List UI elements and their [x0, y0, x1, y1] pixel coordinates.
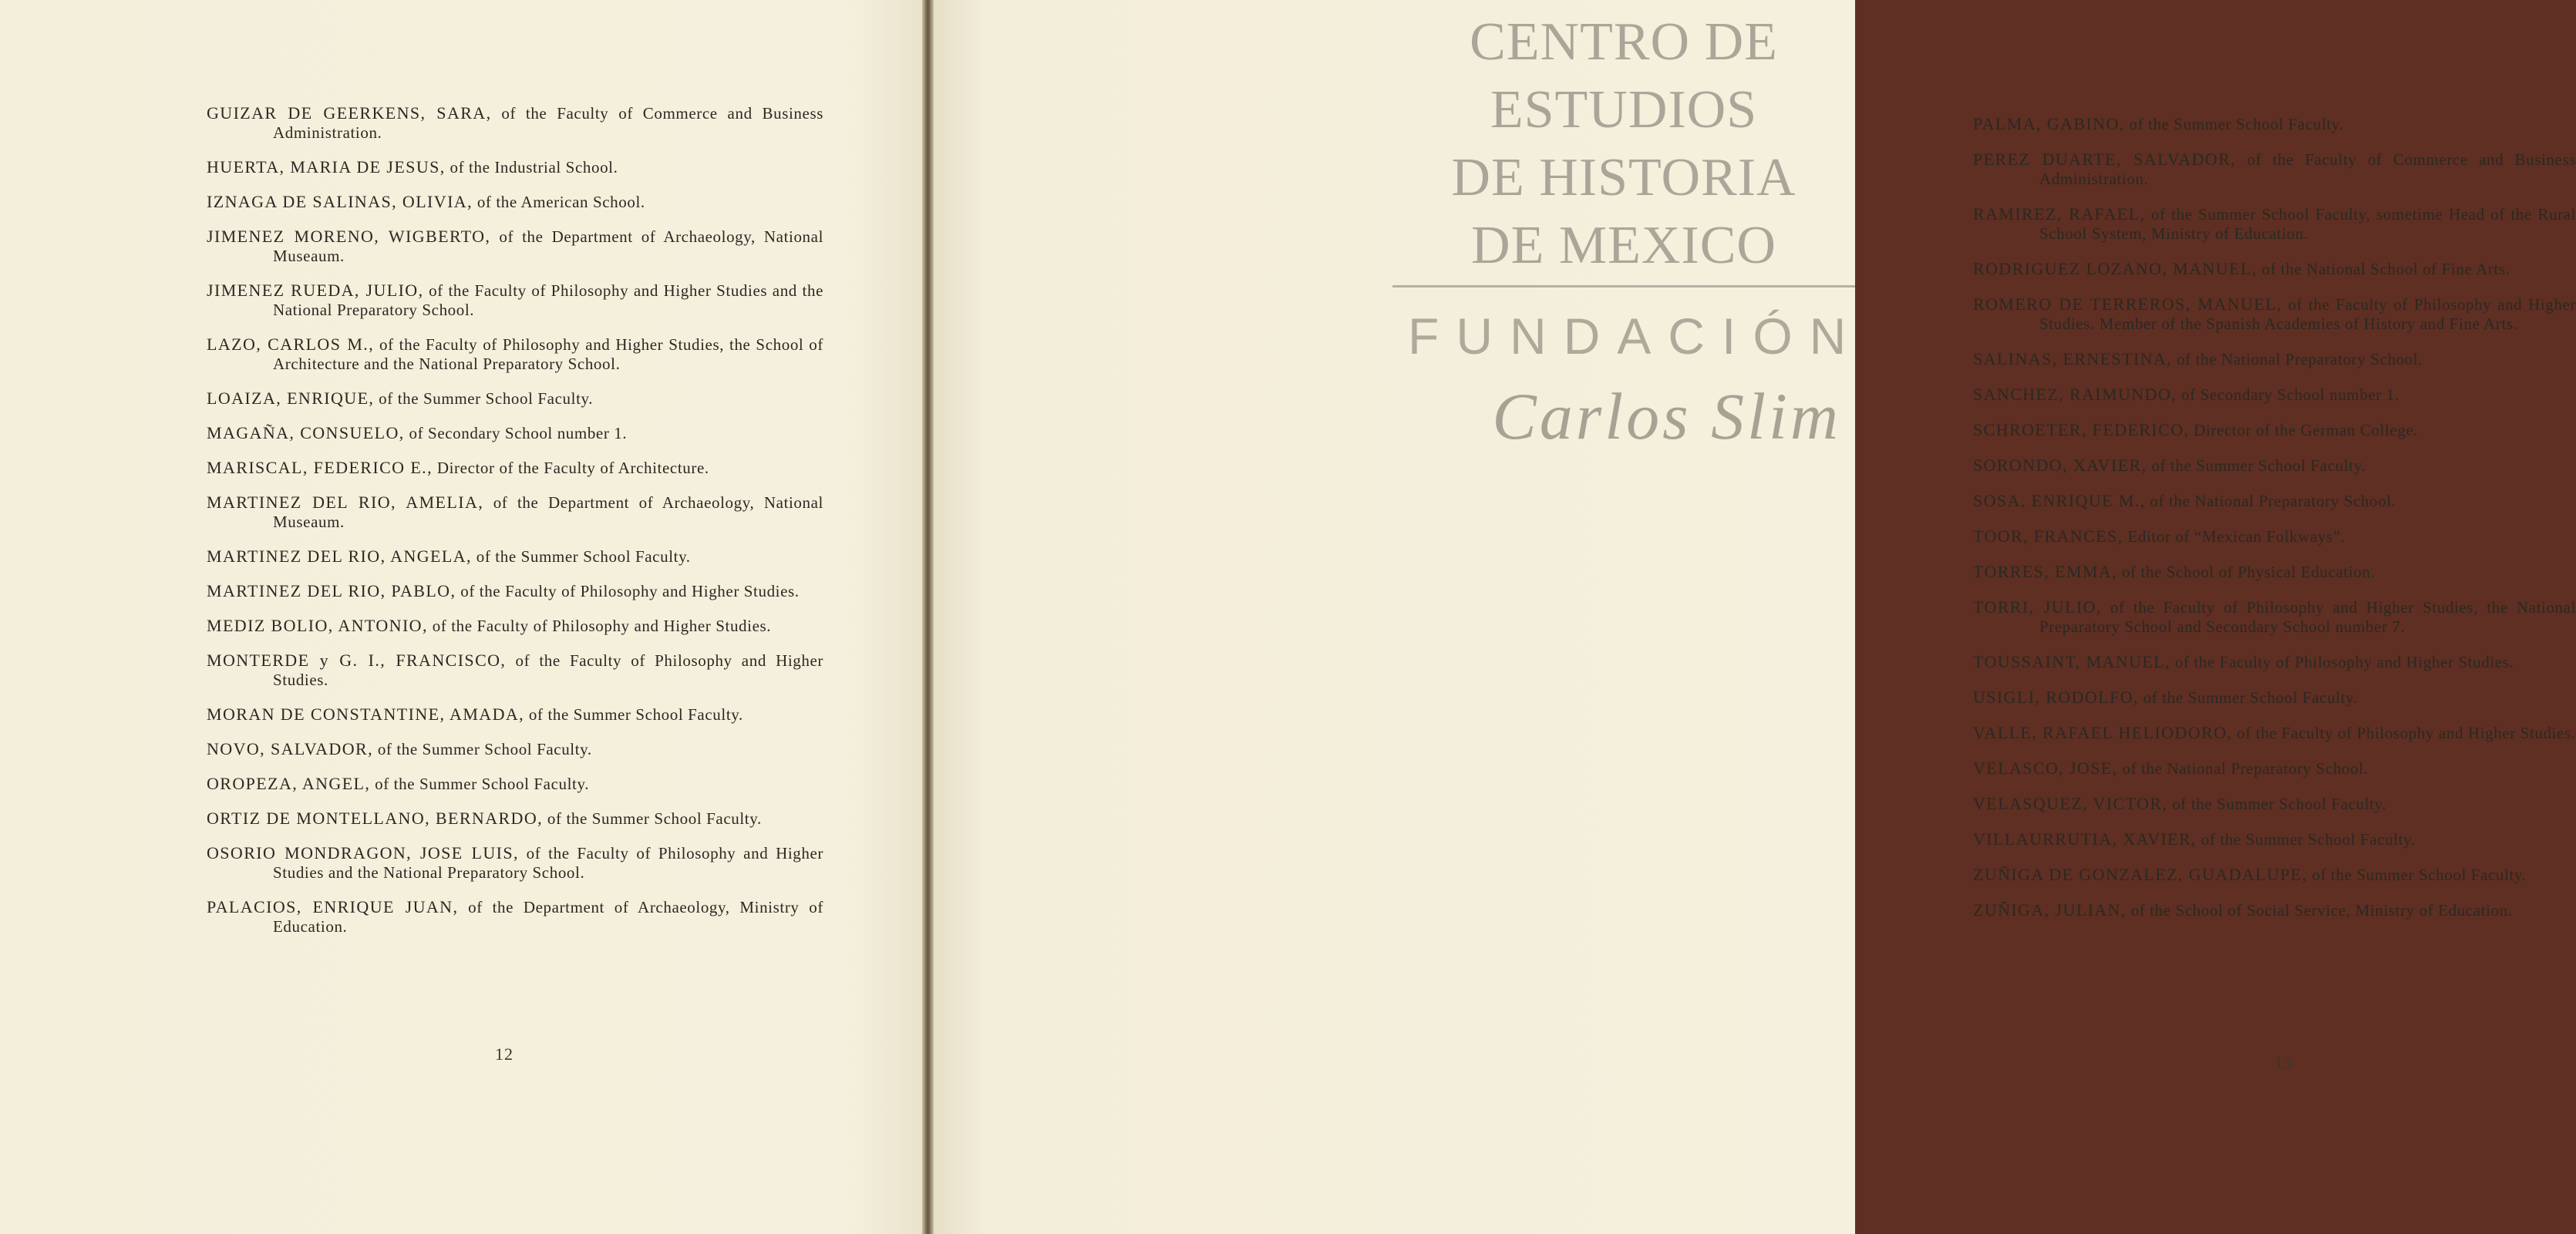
- faculty-name: MAGAÑA, CONSUELO,: [207, 423, 405, 442]
- faculty-name: TORRI, JULIO,: [1973, 597, 2102, 617]
- faculty-name: PALACIOS, ENRIQUE JUAN,: [207, 897, 459, 916]
- faculty-affiliation: of the Faculty of Philosophy and Higher Studies.: [2170, 653, 2514, 671]
- faculty-name: NOVO, SALVADOR,: [207, 739, 373, 758]
- faculty-entry: [207, 458, 823, 478]
- faculty-entry: [207, 739, 823, 759]
- faculty-name: SORONDO, XAVIER,: [1973, 456, 2147, 475]
- faculty-name: SOSA, ENRIQUE M.,: [1973, 491, 2146, 510]
- watermark-line: ESTUDIOS: [1490, 80, 1758, 140]
- faculty-affiliation: of the National School of Fine Arts.: [2257, 260, 2510, 278]
- page-number-right: 13: [2275, 1053, 2293, 1072]
- faculty-entry: [207, 192, 823, 212]
- faculty-entry: [207, 704, 823, 725]
- faculty-name: IZNAGA DE SALINAS, OLIVIA,: [207, 192, 473, 211]
- faculty-name: PALMA, GABINO,: [1973, 114, 2125, 133]
- faculty-entry: [1973, 652, 2576, 672]
- faculty-affiliation: of the Summer School Faculty.: [2138, 688, 2358, 707]
- faculty-affiliation: of the Summer School Faculty.: [370, 775, 590, 793]
- faculty-name: LAZO, CARLOS M.,: [207, 335, 375, 354]
- faculty-name: ZUÑIGA, JULIAN,: [1973, 900, 2126, 920]
- faculty-affiliation: of Secondary School number 1.: [404, 424, 628, 442]
- faculty-entry: [1973, 491, 2576, 511]
- faculty-entry: [207, 493, 823, 532]
- faculty-affiliation: of the Summer School Faculty.: [2167, 795, 2387, 813]
- faculty-entry: [207, 843, 823, 883]
- faculty-affiliation: of the School of Physical Education.: [2117, 563, 2376, 581]
- faculty-affiliation: of the Summer School Faculty.: [374, 389, 594, 408]
- faculty-affiliation: of the Department of Archaeology, National Museaum.: [273, 227, 824, 265]
- faculty-entry: [1973, 723, 2576, 743]
- faculty-entry: [207, 546, 823, 567]
- faculty-name: MARTINEZ DEL RIO, PABLO,: [207, 581, 456, 600]
- faculty-entry: [1973, 829, 2576, 849]
- faculty-affiliation: of the Faculty of Philosophy and Higher Studies, the School of Architecture and the National Preparatory School.: [273, 335, 823, 373]
- faculty-entry: [1973, 562, 2576, 582]
- faculty-entry: [207, 581, 823, 601]
- faculty-affiliation: of the Summer School Faculty.: [543, 809, 762, 828]
- faculty-name: MORAN DE CONSTANTINE, AMADA,: [207, 704, 525, 724]
- left-entry-list: [207, 103, 823, 951]
- watermark-fundacion: FUNDACIÓN: [1408, 308, 1864, 365]
- faculty-name: HUERTA, MARIA DE JESUS,: [207, 157, 446, 177]
- faculty-affiliation: of the Faculty of Commerce and Business Administration.: [273, 104, 824, 142]
- faculty-affiliation: of the School of Social Service, Ministry of Education.: [2126, 901, 2513, 920]
- faculty-entry: [1973, 526, 2576, 546]
- faculty-name: TORRES, EMMA,: [1973, 562, 2118, 581]
- faculty-affiliation: of the Department of Archaeology, National Museaum.: [273, 493, 823, 531]
- faculty-entry: [1973, 259, 2576, 279]
- faculty-name: RODRIGUEZ LOZANO, MANUEL,: [1973, 259, 2258, 278]
- faculty-entry: [207, 651, 823, 690]
- faculty-affiliation: of the Summer School Faculty.: [2124, 115, 2344, 133]
- faculty-affiliation: of the Industrial School.: [445, 158, 618, 177]
- faculty-name: LOAIZA, ENRIQUE,: [207, 388, 375, 408]
- faculty-affiliation: of the Faculty of Philosophy and Higher Studies.: [427, 617, 772, 635]
- faculty-entry: [1973, 114, 2576, 134]
- faculty-name: USIGLI, RODOLFO,: [1973, 688, 2139, 707]
- faculty-affiliation: of the Summer School Faculty.: [2307, 866, 2527, 884]
- faculty-entry: [1973, 294, 2576, 334]
- watermark-line: DE MEXICO: [1471, 216, 1776, 275]
- faculty-affiliation: of Secondary School number 1.: [2177, 385, 2399, 404]
- faculty-name: MARTINEZ DEL RIO, ANGELA,: [207, 546, 472, 566]
- faculty-entry: [207, 157, 823, 177]
- faculty-affiliation: of the Faculty of Philosophy and Higher Studies, the National Preparatory School and Secondary School number 7.: [2039, 598, 2576, 636]
- faculty-affiliation: Director of the Faculty of Architecture.: [433, 459, 709, 477]
- faculty-affiliation: of the Department of Archaeology, Ministry of Education.: [273, 898, 823, 936]
- faculty-entry: [1973, 865, 2576, 885]
- faculty-name: ORTIZ DE MONTELLANO, BERNARDO,: [207, 809, 544, 828]
- faculty-name: TOOR, FRANCES,: [1973, 526, 2123, 546]
- faculty-name: VELASQUEZ, VICTOR,: [1973, 794, 2168, 813]
- faculty-affiliation: of the Faculty of Philosophy and Higher Studies.: [456, 582, 800, 600]
- watermark-line: CENTRO DE: [1470, 12, 1778, 72]
- faculty-affiliation: of the Faculty of Philosophy and Higher Studies and the National Preparatory School.: [273, 281, 823, 319]
- faculty-entry: [207, 809, 823, 829]
- faculty-entry: [1973, 758, 2576, 778]
- faculty-name: VELASCO, JOSE,: [1973, 758, 2118, 778]
- faculty-affiliation: of the Faculty of Philosophy and Higher Studies. Member of the Spanish Academies of History and Fine Arts.: [2039, 295, 2576, 333]
- faculty-affiliation: of the Summer School Faculty.: [2196, 830, 2416, 849]
- faculty-name: JIMENEZ MORENO, WIGBERTO,: [207, 227, 491, 246]
- faculty-name: SCHROETER, FEDERICO,: [1973, 420, 2190, 439]
- right-entry-list: [1973, 114, 2576, 936]
- faculty-name: ROMERO DE TERREROS, MANUEL,: [1973, 294, 2282, 314]
- faculty-name: RAMIREZ, RAFAEL,: [1973, 204, 2146, 224]
- faculty-entry: [1973, 420, 2576, 440]
- faculty-affiliation: of the National Preparatory School.: [2172, 350, 2423, 368]
- faculty-name: MARISCAL, FEDERICO E.,: [207, 458, 433, 477]
- faculty-affiliation: of the National Preparatory School.: [2145, 492, 2396, 510]
- faculty-entry: [207, 897, 823, 936]
- faculty-name: JIMENEZ RUEDA, JULIO,: [207, 281, 424, 300]
- faculty-entry: [1973, 900, 2576, 920]
- faculty-name: MONTERDE y G. I., FRANCISCO,: [207, 651, 507, 670]
- archive-watermark: [1392, 0, 1864, 462]
- faculty-affiliation: of the Summer School Faculty.: [524, 705, 743, 724]
- faculty-name: TOUSSAINT, MANUEL,: [1973, 652, 2170, 671]
- faculty-name: VILLAURRUTIA, XAVIER,: [1973, 829, 2197, 849]
- faculty-name: SANCHEZ, RAIMUNDO,: [1973, 385, 2177, 404]
- faculty-name: GUIZAR DE GEERKENS, SARA,: [207, 103, 492, 123]
- watermark-line: DE HISTORIA: [1451, 148, 1796, 207]
- faculty-entry: [207, 227, 823, 266]
- faculty-entry: [207, 388, 823, 409]
- faculty-entry: [207, 103, 823, 143]
- faculty-affiliation: of the Summer School Faculty.: [2147, 456, 2366, 475]
- faculty-entry: [1973, 204, 2576, 244]
- faculty-affiliation: of the Faculty of Philosophy and Higher Studies.: [2232, 724, 2576, 742]
- faculty-name: MARTINEZ DEL RIO, AMELIA,: [207, 493, 484, 512]
- faculty-affiliation: of the Summer School Faculty.: [372, 740, 592, 758]
- faculty-affiliation: of the Summer School Faculty, sometime Head of the Rural School System, Ministry of Education.: [2039, 205, 2576, 243]
- faculty-name: PEREZ DUARTE, SALVADOR,: [1973, 150, 2237, 169]
- faculty-affiliation: of the Faculty of Philosophy and Higher Studies.: [273, 651, 823, 689]
- left-page: [0, 0, 922, 1234]
- faculty-entry: [207, 616, 823, 636]
- faculty-entry: [1973, 385, 2576, 405]
- faculty-affiliation: of the American School.: [472, 193, 645, 211]
- faculty-entry: [207, 423, 823, 443]
- faculty-name: MEDIZ BOLIO, ANTONIO,: [207, 616, 428, 635]
- faculty-name: ZUÑIGA DE GONZALEZ, GUADALUPE,: [1973, 865, 2308, 884]
- faculty-entry: [1973, 150, 2576, 189]
- faculty-entry: [1973, 688, 2576, 708]
- faculty-affiliation: of the Faculty of Commerce and Business Administration.: [2039, 150, 2576, 188]
- faculty-entry: [207, 281, 823, 320]
- faculty-affiliation: of the National Preparatory School.: [2117, 759, 2369, 778]
- faculty-name: SALINAS, ERNESTINA,: [1973, 349, 2173, 368]
- faculty-affiliation: of the Summer School Faculty.: [471, 547, 691, 566]
- page-number-left: 12: [495, 1044, 514, 1064]
- faculty-entry: [1973, 456, 2576, 476]
- faculty-entry: [1973, 349, 2576, 369]
- faculty-name: OROPEZA, ANGEL,: [207, 774, 371, 793]
- faculty-name: VALLE, RAFAEL HELIODORO,: [1973, 723, 2233, 742]
- faculty-entry: [207, 335, 823, 374]
- faculty-affiliation: Editor of “Mexican Folkways”.: [2123, 527, 2345, 546]
- book-gutter: [922, 0, 934, 1234]
- faculty-entry: [1973, 794, 2576, 814]
- faculty-entry: [207, 774, 823, 794]
- watermark-divider: [1392, 285, 1855, 287]
- faculty-affiliation: Director of the German College.: [2189, 421, 2419, 439]
- faculty-affiliation: of the Faculty of Philosophy and Higher Studies and the National Preparatory School.: [273, 844, 824, 882]
- watermark-signature: Carlos Slim: [1492, 379, 1841, 453]
- faculty-entry: [1973, 597, 2576, 637]
- faculty-name: OSORIO MONDRAGON, JOSE LUIS,: [207, 843, 519, 862]
